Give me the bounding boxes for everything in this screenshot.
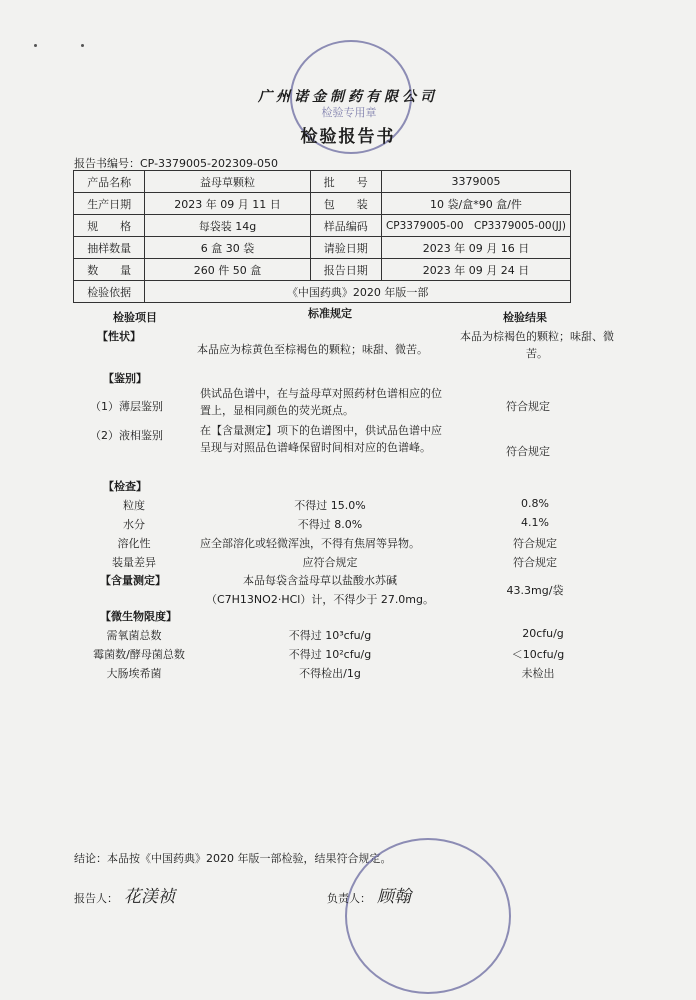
appearance-result: 本品为棕褐色的颗粒；味甜、微苦。: [460, 330, 614, 360]
spec-label: 规 格: [74, 215, 145, 237]
tlc-standard: 供试品色谱中，在与益母草对照药材色谱相应的位置上，显相同颜色的荧光斑点。: [200, 387, 442, 417]
section-microbial: 【微生物限度】: [100, 610, 177, 623]
section-identification: 【鉴别】: [103, 372, 147, 385]
tlc-item: （1）薄层鉴别: [90, 400, 163, 413]
report-date-label: 报告日期: [310, 259, 381, 281]
yeast-item: 霉菌数/酵母菌总数: [93, 648, 185, 661]
fill-variation-result: 符合规定: [513, 556, 557, 569]
product-name-label: 产品名称: [74, 171, 145, 193]
table-row: [74, 215, 571, 237]
basis-label: 检验依据: [74, 281, 145, 303]
company-name: 广州诺金制药有限公司: [258, 89, 438, 105]
conclusion: 结论：本品按《中国药典》2020 年版一部检验，结果符合规定。: [74, 852, 392, 865]
ecoli-standard: 不得检出/1g: [299, 667, 361, 680]
quantity-label: 数 量: [74, 259, 145, 281]
aerobic-standard: 不得过 10³cfu/g: [288, 629, 372, 642]
assay-result: 43.3mg/袋: [506, 584, 564, 597]
prod-date-label: 生产日期: [74, 193, 145, 215]
table-row: [74, 259, 571, 281]
assay-standard-line1: 本品每袋含益母草以盐酸水苏碱: [243, 574, 397, 587]
col-header-item: 检验项目: [113, 311, 157, 324]
reporter-label: 报告人：: [74, 892, 118, 905]
speck: [34, 44, 37, 47]
solubility-standard: 应全部溶化或轻微浑浊，不得有焦屑等异物。: [200, 537, 420, 550]
speck: [81, 44, 84, 47]
responsible-label: 负责人：: [327, 892, 371, 905]
yeast-result: ＜10cfu/g: [511, 648, 565, 661]
table-row: [74, 193, 571, 215]
aerobic-item: 需氧菌总数: [106, 629, 162, 642]
spec-value: 每袋装 14g: [145, 215, 310, 237]
granularity-result: 0.8%: [521, 497, 549, 510]
yeast-standard: 不得过 10²cfu/g: [288, 648, 372, 661]
section-appearance: 【性状】: [97, 330, 141, 343]
batch-label: 批 号: [310, 171, 381, 193]
package-label: 包 装: [310, 193, 381, 215]
granularity-standard: 不得过 15.0%: [294, 499, 366, 512]
basis-value: 《中国药典》2020 年版一部: [145, 281, 571, 303]
assay-standard-line2: （C7H13NO2·HCl）计，不得少于 27.0mg。: [205, 593, 435, 606]
moisture-item: 水分: [123, 518, 145, 531]
request-date-value: 2023 年 09 月 16 日: [381, 237, 570, 259]
section-inspection: 【检查】: [103, 480, 147, 493]
info-table: [73, 170, 571, 303]
product-name-value: 益母草颗粒: [145, 171, 310, 193]
department-seal: [345, 838, 511, 994]
page-title: 检验报告书: [300, 127, 396, 147]
fill-variation-standard: 应符合规定: [302, 556, 358, 569]
sample-code-label: 样品编码: [310, 215, 381, 237]
table-row: [74, 171, 571, 193]
assay-item: 【含量测定】: [100, 574, 166, 587]
seal-sub-text: 检验专用章: [321, 106, 377, 119]
table-row: [74, 237, 571, 259]
table-row: [74, 281, 571, 303]
prod-date-value: 2023 年 09 月 11 日: [145, 193, 310, 215]
hplc-result: 符合规定: [506, 445, 550, 458]
tlc-result: 符合规定: [506, 400, 550, 413]
col-header-result: 检验结果: [503, 311, 547, 324]
batch-value: 3379005: [381, 171, 570, 193]
package-value: 10 袋/盒*90 盒/件: [381, 193, 570, 215]
responsible-signature: 顾翰: [377, 887, 411, 907]
ecoli-result: 未检出: [521, 667, 555, 680]
solubility-result: 符合规定: [513, 537, 557, 550]
fill-variation-item: 装量差异: [112, 556, 156, 569]
report-number: 报告书编号：CP-3379005-202309-050: [74, 157, 278, 170]
moisture-result: 4.1%: [521, 516, 549, 529]
solubility-item: 溶化性: [117, 537, 151, 550]
hplc-standard: 在【含量测定】项下的色谱图中，供试品色谱中应呈现与对照品色谱峰保留时间相对应的色谱峰。: [200, 424, 442, 454]
quantity-value: 260 件 50 盒: [145, 259, 310, 281]
col-header-standard: 标准规定: [308, 307, 352, 320]
sample-code-value: CP3379005-00 CP3379005-00(JJ): [381, 215, 570, 237]
reporter-signature: 花渼祯: [124, 887, 175, 907]
report-date-value: 2023 年 09 月 24 日: [381, 259, 570, 281]
sample-qty-value: 6 盒 30 袋: [145, 237, 310, 259]
appearance-standard: 本品应为棕黄色至棕褐色的颗粒；味甜、微苦。: [197, 343, 428, 356]
request-date-label: 请验日期: [310, 237, 381, 259]
hplc-item: （2）液相鉴别: [90, 429, 163, 442]
aerobic-result: 20cfu/g: [522, 627, 564, 640]
sample-qty-label: 抽样数量: [74, 237, 145, 259]
ecoli-item: 大肠埃希菌: [106, 667, 162, 680]
granularity-item: 粒度: [123, 499, 145, 512]
moisture-standard: 不得过 8.0%: [297, 518, 363, 531]
